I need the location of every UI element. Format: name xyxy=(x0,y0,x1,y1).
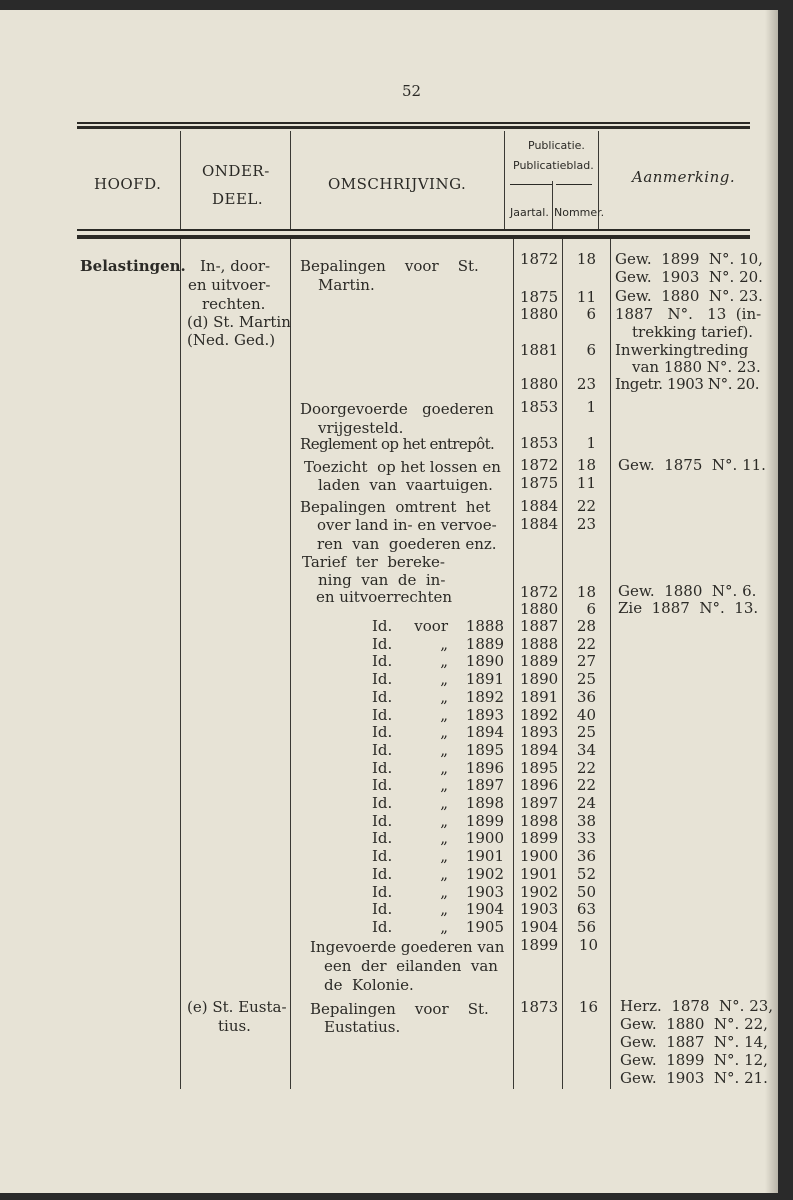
id-row-jaar: 1897 xyxy=(520,794,559,812)
id-row-jaar: 1898 xyxy=(520,811,559,830)
id-row-prefix: „ xyxy=(440,900,448,919)
top-row-nr: 18 xyxy=(576,583,596,601)
col-line-1 xyxy=(180,239,181,1089)
id-row-label: Id. xyxy=(372,687,393,706)
id-row-year: 1905 xyxy=(465,917,504,936)
ingevoerde-jaar: 1899 xyxy=(520,936,559,954)
onderdeel-e-line-1: (e) St. Eusta- xyxy=(187,998,287,1016)
header-subrule-right xyxy=(556,184,592,185)
hoofd-belastingen: Belastingen. xyxy=(80,257,186,275)
top-row-jaar: 1875 xyxy=(520,288,559,306)
remark-6: Inwerkingtreding xyxy=(615,341,749,359)
top-row-nr: 11 xyxy=(576,288,596,306)
id-row-nr: 33 xyxy=(576,829,596,848)
id-row-year: 1904 xyxy=(465,900,504,919)
id-row-label: Id. xyxy=(372,882,393,901)
top-row-nr: 11 xyxy=(576,474,596,492)
id-row-year: 1892 xyxy=(465,687,504,706)
id-row-nr: 36 xyxy=(576,687,596,706)
header-rule-thin xyxy=(77,229,750,231)
id-row-jaar: 1894 xyxy=(520,740,559,759)
id-row-year: 1888 xyxy=(465,617,504,635)
id-row-prefix: „ xyxy=(440,864,448,883)
remark-13: Gew. 1880 N°. 22, xyxy=(620,1015,768,1033)
top-row-jaar: 1884 xyxy=(520,497,559,515)
onderdeel-e-line-2: tius. xyxy=(218,1017,251,1035)
id-row-jaar: 1904 xyxy=(520,917,559,936)
id-row-label: Id. xyxy=(372,670,393,689)
desc-toezicht-1: Toezicht op het lossen en xyxy=(304,458,501,476)
id-row-label: Id. xyxy=(372,723,393,742)
id-row-nr: 40 xyxy=(576,705,596,724)
id-row-prefix: voor xyxy=(414,617,448,635)
id-row-label: Id. xyxy=(372,811,393,830)
top-row-jaar: 1872 xyxy=(520,250,559,268)
desc-bepalingen-eust-1: Bepalingen voor St. xyxy=(310,1000,489,1018)
desc-doorgevoerde-2: vrijgesteld. xyxy=(318,419,404,437)
header-publicatie: Publicatie. xyxy=(528,139,585,152)
id-row-jaar: 1887 xyxy=(520,617,559,635)
top-row-nr: 1 xyxy=(586,398,596,416)
id-row-nr: 27 xyxy=(576,652,596,671)
id-row-nr: 36 xyxy=(576,847,596,866)
remark-1: Gew. 1899 N°. 10, xyxy=(615,250,763,268)
id-row-prefix: „ xyxy=(440,776,448,795)
id-row-nr: 22 xyxy=(576,776,596,795)
col-line-4-header xyxy=(552,181,553,229)
header-hoofd: HOOFD. xyxy=(94,175,162,193)
top-row-nr: 6 xyxy=(586,600,596,618)
id-row-nr: 34 xyxy=(576,740,596,759)
onderdeel-line-1: In-, door- xyxy=(200,257,271,275)
id-row-label: Id. xyxy=(372,794,393,812)
id-row-label: Id. xyxy=(372,705,393,724)
id-row-prefix: „ xyxy=(440,705,448,724)
id-row-prefix: „ xyxy=(440,670,448,689)
id-row-year: 1902 xyxy=(465,864,504,883)
id-row-label: Id. xyxy=(372,917,393,936)
desc-bepalingen-martin-2: Martin. xyxy=(318,276,375,294)
id-row-jaar: 1903 xyxy=(520,900,559,919)
id-row-year: 1897 xyxy=(465,776,504,795)
top-row-jaar: 1853 xyxy=(520,434,559,452)
id-row-prefix: „ xyxy=(440,847,448,866)
header-onderdeel-line1: ONDER- xyxy=(202,162,270,180)
id-row-label: Id. xyxy=(372,740,393,759)
header-onderdeel-line2: DEEL. xyxy=(212,190,264,208)
remark-15: Gew. 1899 N°. 12, xyxy=(620,1051,768,1069)
id-row-prefix: „ xyxy=(440,723,448,742)
id-row-nr: 38 xyxy=(576,811,596,830)
remark-4: 1887 N°. 13 (in- xyxy=(615,305,762,323)
remark-5: trekking tarief). xyxy=(632,323,754,341)
header-rule-thick xyxy=(77,235,750,239)
top-row-jaar: 1875 xyxy=(520,474,559,492)
top-row-nr: 23 xyxy=(576,515,596,533)
header-publicatieblad: Publicatieblad. xyxy=(513,159,594,172)
id-row-nr: 52 xyxy=(576,864,596,883)
id-row-prefix: „ xyxy=(440,917,448,936)
eust-jaar: 1873 xyxy=(520,998,559,1016)
top-rule-thin xyxy=(77,122,750,124)
id-row-prefix: „ xyxy=(440,882,448,901)
top-row-nr: 18 xyxy=(576,250,596,268)
desc-ingevoerde-1: Ingevoerde goederen van xyxy=(310,938,505,956)
remark-10: Gew. 1880 N°. 6. xyxy=(618,582,757,600)
id-row-nr: 28 xyxy=(576,617,596,635)
desc-bepalingen-eust-2: Eustatius. xyxy=(324,1018,401,1036)
top-row-nr: 23 xyxy=(576,375,596,393)
id-row-jaar: 1899 xyxy=(520,829,559,848)
onderdeel-line-4: (d) St. Martin xyxy=(187,313,291,331)
desc-bepalingen-omtrent-2: over land in- en vervoe- xyxy=(317,516,497,534)
col-line-5 xyxy=(610,239,611,1089)
desc-tarief-3: en uitvoerrechten xyxy=(316,588,453,606)
onderdeel-line-3: rechten. xyxy=(202,295,266,313)
id-row-nr: 22 xyxy=(576,634,596,653)
id-row-year: 1898 xyxy=(465,794,504,812)
header-subrule-left xyxy=(510,184,552,185)
id-row-nr: 24 xyxy=(576,794,596,812)
id-row-label: Id. xyxy=(372,617,393,635)
header-jaartal: Jaartal. xyxy=(510,206,549,219)
header-omschrijving: OMSCHRIJVING. xyxy=(328,175,467,193)
id-row-jaar: 1896 xyxy=(520,776,559,795)
top-row-jaar: 1872 xyxy=(520,583,559,601)
remark-14: Gew. 1887 N°. 14, xyxy=(620,1033,768,1051)
id-row-year: 1899 xyxy=(465,811,504,830)
page-number: 52 xyxy=(402,82,422,100)
id-row-prefix: „ xyxy=(440,740,448,759)
id-row-year: 1900 xyxy=(465,829,504,848)
top-row-nr: 22 xyxy=(576,497,596,515)
top-row-jaar: 1880 xyxy=(520,600,559,618)
remark-9: Gew. 1875 N°. 11. xyxy=(618,456,766,474)
ingevoerde-nr: 10 xyxy=(578,936,598,954)
id-row-year: 1891 xyxy=(465,670,504,689)
id-row-prefix: „ xyxy=(440,687,448,706)
col-line-1-header xyxy=(180,131,181,229)
col-line-2 xyxy=(290,239,291,1089)
col-line-2-header xyxy=(290,131,291,229)
id-row-year: 1890 xyxy=(465,652,504,671)
top-row-nr: 6 xyxy=(586,305,596,323)
col-line-3-header xyxy=(504,131,505,229)
id-row-year: 1901 xyxy=(465,847,504,866)
id-row-label: Id. xyxy=(372,847,393,866)
id-row-label: Id. xyxy=(372,900,393,919)
id-row-prefix: „ xyxy=(440,829,448,848)
id-row-label: Id. xyxy=(372,864,393,883)
id-row-jaar: 1888 xyxy=(520,634,559,653)
desc-ingevoerde-3: de Kolonie. xyxy=(324,976,414,994)
id-row-jaar: 1889 xyxy=(520,652,559,671)
top-row-jaar: 1884 xyxy=(520,515,559,533)
desc-bepalingen-omtrent-1: Bepalingen omtrent het xyxy=(300,498,491,516)
desc-doorgevoerde-1: Doorgevoerde goederen xyxy=(300,400,494,418)
desc-ingevoerde-2: een der eilanden van xyxy=(324,957,498,975)
top-row-jaar: 1853 xyxy=(520,398,559,416)
id-row-year: 1896 xyxy=(465,758,504,777)
desc-tarief-2: ning van de in- xyxy=(318,571,446,589)
id-row-nr: 25 xyxy=(576,723,596,742)
remark-3: Gew. 1880 N°. 23. xyxy=(615,287,763,305)
id-row-nr: 56 xyxy=(576,917,596,936)
top-row-nr: 18 xyxy=(576,456,596,474)
desc-toezicht-2: laden van vaartuigen. xyxy=(318,476,493,494)
header-aanmerking: Aanmerking. xyxy=(632,168,736,186)
id-row-prefix: „ xyxy=(440,758,448,777)
col-line-3 xyxy=(513,239,514,1089)
id-row-year: 1893 xyxy=(465,705,504,724)
top-rule-thick xyxy=(77,126,750,129)
id-row-label: Id. xyxy=(372,758,393,777)
id-row-label: Id. xyxy=(372,652,393,671)
col-line-4 xyxy=(562,239,563,1089)
remark-11: Zie 1887 N°. 13. xyxy=(618,599,759,617)
id-row-jaar: 1895 xyxy=(520,758,559,777)
id-row-year: 1894 xyxy=(465,723,504,742)
id-row-jaar: 1890 xyxy=(520,670,559,689)
id-row-year: 1903 xyxy=(465,882,504,901)
onderdeel-line-5: (Ned. Ged.) xyxy=(187,331,276,349)
desc-reglement: Reglement op het entrepôt. xyxy=(300,435,495,453)
id-row-label: Id. xyxy=(372,634,393,653)
remark-12: Herz. 1878 N°. 23, xyxy=(620,997,774,1015)
onderdeel-line-2: en uitvoer- xyxy=(188,276,271,294)
id-row-nr: 63 xyxy=(576,900,596,919)
desc-bepalingen-martin-1: Bepalingen voor St. xyxy=(300,257,479,275)
id-row-year: 1889 xyxy=(465,634,504,653)
id-row-nr: 50 xyxy=(576,882,596,901)
id-row-jaar: 1902 xyxy=(520,882,559,901)
id-row-nr: 25 xyxy=(576,670,596,689)
id-row-label: Id. xyxy=(372,829,393,848)
id-row-jaar: 1900 xyxy=(520,847,559,866)
eust-nr: 16 xyxy=(578,998,598,1016)
remark-2: Gew. 1903 N°. 20. xyxy=(615,268,763,286)
remark-8: Ingetr. 1903 N°. 20. xyxy=(615,375,760,393)
top-row-nr: 6 xyxy=(586,341,596,359)
header-nommer: Nommer. xyxy=(554,206,605,219)
desc-tarief-1: Tarief ter bereke- xyxy=(302,553,445,571)
id-row-prefix: „ xyxy=(440,811,448,830)
id-row-year: 1895 xyxy=(465,740,504,759)
id-row-nr: 22 xyxy=(576,758,596,777)
id-row-label: Id. xyxy=(372,776,393,795)
remark-16: Gew. 1903 N°. 21. xyxy=(620,1069,768,1087)
id-row-prefix: „ xyxy=(440,652,448,671)
id-row-prefix: „ xyxy=(440,794,448,812)
remark-7: van 1880 N°. 23. xyxy=(632,358,761,376)
desc-bepalingen-omtrent-3: ren van goederen enz. xyxy=(317,535,497,553)
id-row-jaar: 1892 xyxy=(520,705,559,724)
top-row-jaar: 1880 xyxy=(520,375,559,393)
top-row-nr: 1 xyxy=(586,434,596,452)
top-row-jaar: 1880 xyxy=(520,305,559,323)
id-row-prefix: „ xyxy=(440,634,448,653)
top-row-jaar: 1872 xyxy=(520,456,559,474)
id-row-jaar: 1891 xyxy=(520,687,559,706)
top-row-jaar: 1881 xyxy=(520,341,559,359)
id-row-jaar: 1893 xyxy=(520,723,559,742)
id-row-jaar: 1901 xyxy=(520,864,559,883)
